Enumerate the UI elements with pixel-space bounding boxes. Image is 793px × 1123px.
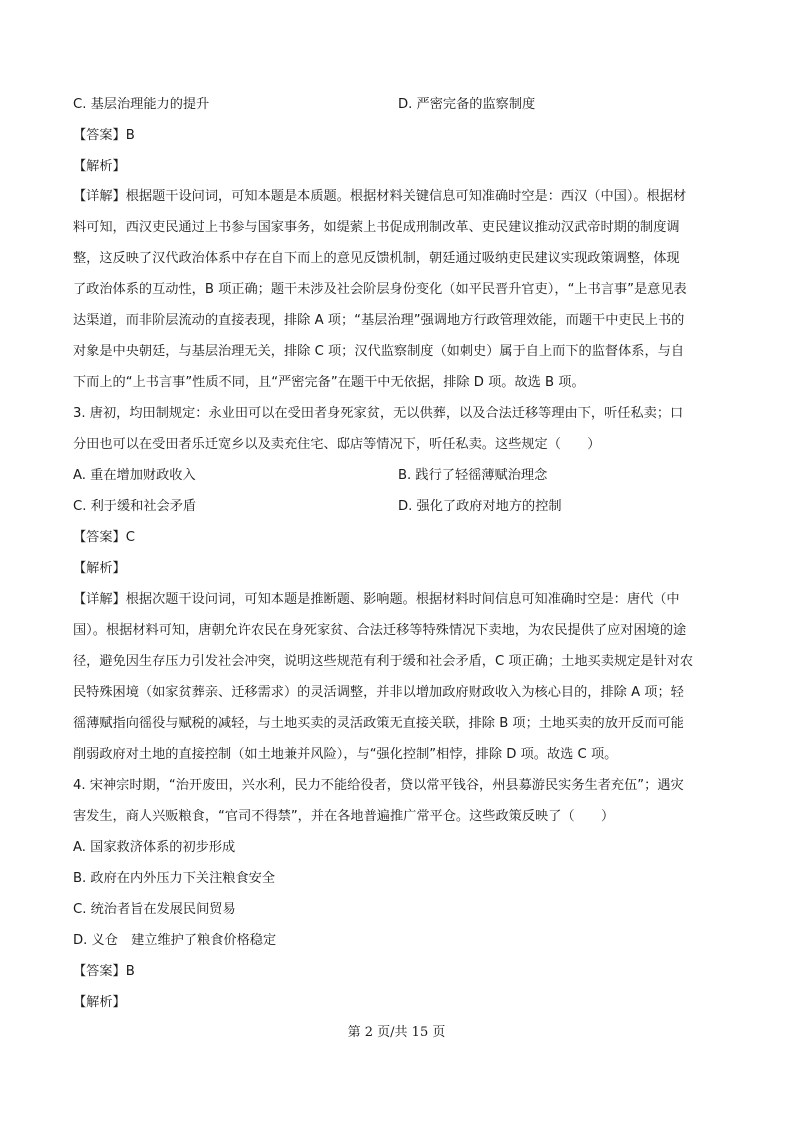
q3-analysis-line: 径，避免因生存压力引发社会冲突，说明这些规范有利于缓和社会矛盾，C 项正确；土地买卖规定是针对农 — [73, 654, 694, 669]
q3-analysis-line: 民特殊困境（如家贫葬亲、迁移需求）的灵活调整，并非以增加政府财政收入为核心目的，排除 A 项；轻 — [73, 685, 684, 700]
q3-analysis-line: 徭薄赋指向徭役与赋税的减轻，与土地买卖的灵活政策无直接关联，排除 B 项；土地买卖的放开反而可能 — [73, 716, 684, 731]
q2-analysis-line: 下而上的“上书言事”性质不同，且“严密完备”在题干中无依据，排除 D 项。故选 B 项。 — [73, 375, 585, 390]
q4-stem-line: 4. 宋神宗时期，“治开废田，兴水利，民力不能给役者，贷以常平钱谷，州县募游民实务生者充伍”；遇灾 — [73, 778, 684, 793]
q3-stem-line: 分田也可以在受田者乐迁宽乡以及卖充住宅、邸店等情况下，听任私卖。这些规定（ ） — [73, 437, 601, 452]
q2-analysis-label: 【解析】 — [73, 159, 126, 174]
q3-answer: 【答案】C — [73, 530, 135, 545]
q4-option-c: C. 统治者旨在发展民间贸易 — [73, 902, 236, 917]
page-footer: 第 2 页/共 15 页 — [347, 1025, 446, 1040]
q2-analysis-line: 【详解】根据题干设问词，可知本题是本质题。根据材料关键信息可知准确时空是：西汉（中国）。根据材 — [73, 189, 687, 204]
q3-option-b: B. 践行了轻徭薄赋治理念 — [398, 468, 548, 483]
q4-analysis-label: 【解析】 — [73, 995, 126, 1010]
q4-option-b: B. 政府在内外压力下关注粮食安全 — [73, 871, 276, 886]
q3-stem-line: 3. 唐初，均田制规定：永业田可以在受田者身死家贫，无以供葬，以及合法迁移等理由下，听任私卖；口 — [73, 406, 684, 421]
q3-analysis-label: 【解析】 — [73, 561, 126, 576]
q4-answer: 【答案】B — [73, 964, 135, 979]
q3-analysis-line: 国）。根据材料可知，唐朝允许农民在身死家贫、合法迁移等特殊情况下卖地，为农民提供了应对困境的途 — [73, 623, 687, 638]
q4-stem-line: 害发生，商人兴贩粮食，“官司不得禁”，并在各地普遍推广常平仓。这些政策反映了（ ） — [73, 809, 615, 824]
q3-option-a: A. 重在增加财政收入 — [73, 468, 196, 483]
q2-option-d: D. 严密完备的监察制度 — [398, 97, 536, 112]
q4-option-d: D. 义仓 建立维护了粮食价格稳定 — [73, 933, 277, 948]
q2-option-c: C. 基层治理能力的提升 — [73, 97, 210, 112]
q2-analysis-line: 料可知，西汉吏民通过上书参与国家事务，如缇萦上书促成刑制改革、吏民建议推动汉武帝时期的制度调 — [73, 220, 680, 235]
q2-analysis-line: 对象是中央朝廷，与基层治理无关，排除 C 项；汉代监察制度（如刺史）属于自上而下的监督体系，与自 — [73, 344, 685, 359]
q2-analysis-line: 整，这反映了汉代政治体系中存在自下而上的意见反馈机制，朝廷通过吸纳吏民建议实现政策调整，体现 — [73, 251, 680, 266]
q3-option-c: C. 利于缓和社会矛盾 — [73, 499, 197, 514]
q3-option-d: D. 强化了政府对地方的控制 — [398, 499, 562, 514]
q2-analysis-line: 达渠道，而非阶层流动的直接表现，排除 A 项；“基层治理”强调地方行政管理效能，而题干中吏民上书的 — [73, 313, 685, 328]
q2-answer: 【答案】B — [73, 128, 135, 143]
q3-analysis-line: 削弱政府对土地的直接控制（如土地兼并风险），与“强化控制”相悖，排除 D 项。故选 C 项。 — [73, 747, 618, 762]
q4-option-a: A. 国家救济体系的初步形成 — [73, 840, 236, 855]
q3-analysis-line: 【详解】根据次题干设问词，可知本题是推断题、影响题。根据材料时间信息可知准确时空是：唐代（中 — [73, 592, 680, 607]
q2-analysis-line: 了政治体系的互动性，B 项正确；题干未涉及社会阶层身份变化（如平民晋升官吏），“上书言事”是意见表 — [73, 282, 687, 297]
